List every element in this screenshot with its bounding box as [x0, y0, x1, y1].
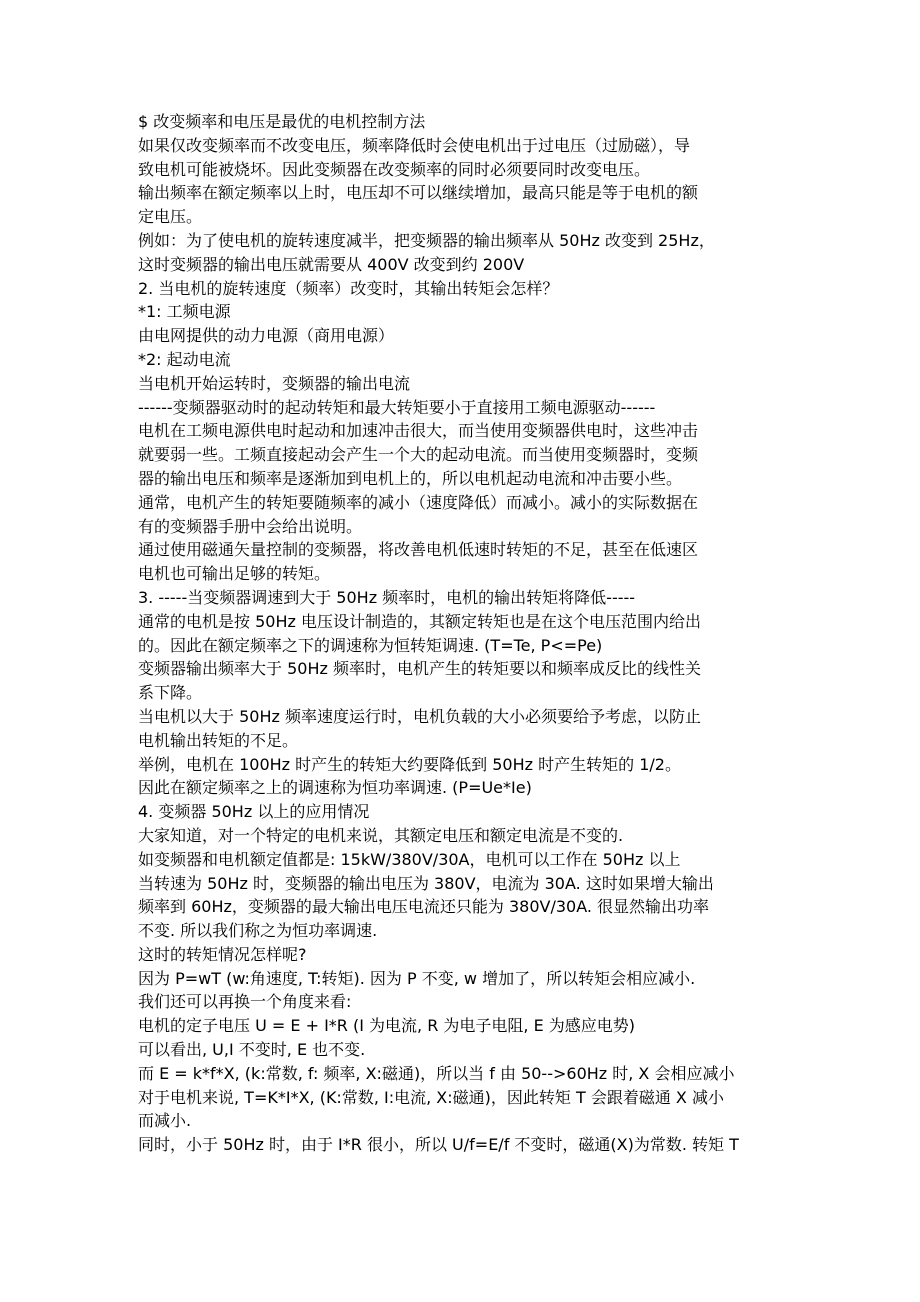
- text-line: 举例，电机在 100Hz 时产生的转矩大约要降低到 50Hz 时产生转矩的 1/2。: [138, 754, 681, 774]
- text-line: 我们还可以再换一个角度来看:: [138, 992, 352, 1012]
- text-line: 这时的转矩情况怎样呢?: [138, 944, 307, 964]
- text-line: 如果仅改变频率而不改变电压，频率降低时会使电机出于过电压（过励磁），导: [138, 135, 691, 155]
- text-line: ------变频器驱动时的起动转矩和最大转矩要小于直接用工频电源驱动------: [138, 397, 656, 417]
- document-body: [138, 110, 788, 1157]
- text-line: 不变. 所以我们称之为恒功率调速.: [138, 921, 378, 941]
- text-line: 因为 P=wT (w:角速度, T:转矩). 因为 P 不变, w 增加了，所以转矩会相应减小.: [138, 968, 696, 988]
- text-line: 由电网提供的动力电源（商用电源）: [138, 326, 395, 346]
- text-line: 而减小.: [138, 1111, 192, 1131]
- text-line: 如变频器和电机额定值都是: 15kW/380V/30A，电机可以工作在 50Hz 以上: [138, 849, 681, 869]
- text-line: 当电机以大于 50Hz 频率速度运行时，电机负载的大小必须要给予考虑，以防止: [138, 706, 701, 726]
- text-line: 对于电机来说, T=K*I*X, (K:常数, I:电流, X:磁通)，因此转矩 T 会跟着磁通 X 减小: [138, 1087, 724, 1107]
- text-line: 电机的定子电压 U = E + I*R (I 为电流, R 为电子电阻, E 为感应电势): [138, 1016, 636, 1036]
- text-line: 致电机可能被烧坏。因此变频器在改变频率的同时必须要同时改变电压。: [138, 159, 651, 179]
- text-line: *1: 工频电源: [138, 302, 231, 322]
- text-line: 例如：为了使电机的旋转速度减半，把变频器的输出频率从 50Hz 改变到 25Hz，: [138, 230, 715, 250]
- text-line: 因此在额定频率之上的调速称为恒功率调速. (P=Ue*Ie): [138, 778, 532, 798]
- text-line: 系下降。: [138, 683, 203, 703]
- text-line: 2. 当电机的旋转速度（频率）改变时，其输出转矩会怎样？: [138, 278, 559, 298]
- text-line: 电机在工频电源供电时起动和加速冲击很大，而当使用变频器供电时，这些冲击: [138, 421, 699, 441]
- text-line: 器的输出电压和频率是逐渐加到电机上的，所以电机起动电流和冲击要小些。: [138, 468, 683, 488]
- text-line: 大家知道，对一个特定的电机来说，其额定电压和额定电流是不变的.: [138, 825, 624, 845]
- text-line: 可以看出, U,I 不变时, E 也不变.: [138, 1040, 366, 1060]
- text-line: 通常，电机产生的转矩要随频率的减小（速度降低）而减小。减小的实际数据在: [138, 492, 699, 512]
- text-line: $ 改变频率和电压是最优的电机控制方法: [138, 112, 426, 131]
- text-line: 电机输出转矩的不足。: [138, 730, 299, 750]
- text-line: 通常的电机是按 50Hz 电压设计制造的，其额定转矩也是在这个电压范围内给出: [138, 611, 701, 631]
- text-line: 4. 变频器 50Hz 以上的应用情况: [138, 802, 370, 822]
- text-line: *2: 起动电流: [138, 349, 231, 369]
- text-line: 当转速为 50Hz 时，变频器的输出电压为 380V，电流为 30A. 这时如果增大输出: [138, 873, 714, 893]
- text-line: 电机也可输出足够的转矩。: [138, 564, 331, 584]
- text-line: 这时变频器的输出电压就需要从 400V 改变到约 200V: [138, 254, 525, 274]
- text-line: 变频器输出频率大于 50Hz 频率时，电机产生的转矩要以和频率成反比的线性关: [138, 659, 701, 679]
- text-line: 输出频率在额定频率以上时，电压却不可以继续增加，最高只能是等于电机的额: [138, 183, 699, 203]
- text-line: 的。因此在额定频率之下的调速称为恒转矩调速. (T=Te, P<=Pe): [138, 635, 603, 655]
- text-line: 当电机开始运转时，变频器的输出电流: [138, 373, 411, 393]
- text-line: 定电压。: [138, 207, 203, 227]
- text-line: 同时，小于 50Hz 时，由于 I*R 很小，所以 U/f=E/f 不变时，磁通(X)为常数. 转矩 T: [138, 1135, 739, 1155]
- text-line: 3. -----当变频器调速到大于 50Hz 频率时，电机的输出转矩将降低-----: [138, 587, 636, 607]
- text-line: 有的变频器手册中会给出说明。: [138, 516, 363, 536]
- text-line: 就要弱一些。工频直接起动会产生一个大的起动电流。而当使用变频器时，变频: [138, 445, 699, 465]
- text-line: 频率到 60Hz，变频器的最大输出电压电流还只能为 380V/30A. 很显然输出功率: [138, 897, 710, 917]
- text-line: 而 E = k*f*X, (k:常数, f: 频率, X:磁通)，所以当 f 由 50-->60Hz 时, X 会相应减小: [138, 1063, 735, 1083]
- text-line: 通过使用磁通矢量控制的变频器，将改善电机低速时转矩的不足，甚至在低速区: [138, 540, 699, 560]
